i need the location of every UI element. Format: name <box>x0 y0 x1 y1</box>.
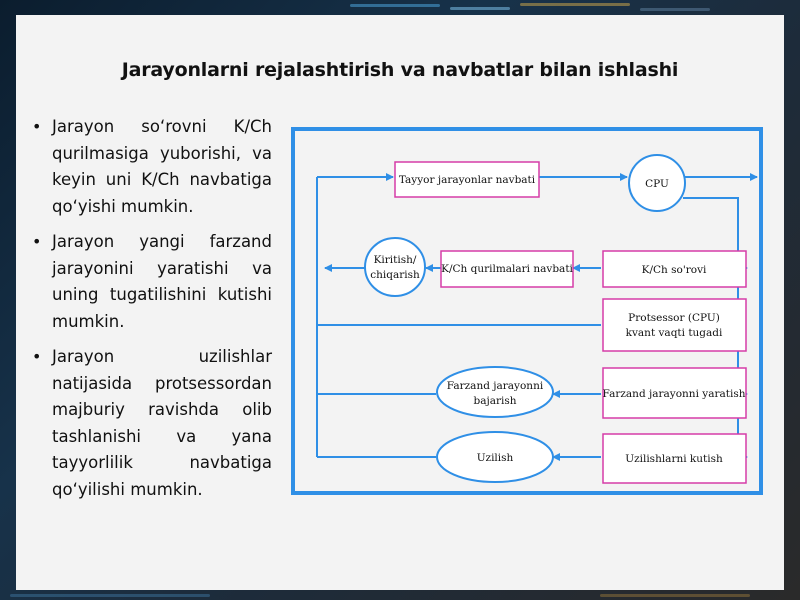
slide-title: Jarayonlarni rejalashtirish va navbatlar bilan ishlashi <box>121 59 679 81</box>
bullet-dot: • <box>32 232 42 251</box>
io-ellipse <box>365 238 425 296</box>
child-exec-label-line1: Farzand jarayonni <box>446 380 544 392</box>
io-label-line1: Kiritish/ <box>373 254 417 266</box>
process-queue-diagram <box>291 127 765 498</box>
bullet-text: Jarayon yangi farzand jarayonini yaratishi va uning tugatilishini kutishi mumkin. <box>52 232 272 331</box>
quantum-label-line2: kvant vaqti tugadi <box>625 327 723 339</box>
quantum-label-line1: Protsessor (CPU) <box>628 312 720 324</box>
bullet-list <box>30 114 272 512</box>
child-exec-label-line2: bajarish <box>473 395 517 407</box>
background-streak <box>640 8 710 11</box>
io-label-line2: chiqarish <box>370 269 420 281</box>
bullet-text: Jarayon uzilishlar natijasida protsessordan majburiy ravishda olib tashlanishi va yana tayyorlilik navbatiga qo‘yilishi mumkin. <box>52 347 272 499</box>
bullet-dot: • <box>32 117 42 136</box>
bullet-item <box>30 229 272 335</box>
background-streak <box>450 7 510 10</box>
background-streak <box>350 4 440 7</box>
io-request-label: K/Ch so'rovi <box>641 264 707 276</box>
wait-interrupt-label: Uzilishlarni kutish <box>625 453 723 465</box>
io-queue-label: K/Ch qurilmalari navbati <box>441 263 573 275</box>
quantum-expired-box <box>603 299 746 351</box>
ready-queue-label: Tayyor jarayonlar navbati <box>398 174 536 186</box>
slide <box>16 15 784 590</box>
background-streak <box>520 3 630 6</box>
child-exec-ellipse <box>437 367 553 417</box>
bullet-item <box>30 344 272 503</box>
fork-child-label: Farzand jarayonni yaratish <box>602 388 746 400</box>
bullet-dot: • <box>32 347 42 366</box>
background-streak <box>10 594 210 597</box>
interrupt-label: Uzilish <box>476 452 514 464</box>
bullet-item <box>30 114 272 220</box>
background-streak <box>600 594 750 597</box>
bullet-text: Jarayon so‘rovni K/Ch qurilmasiga yuborishi, va keyin uni K/Ch navbatiga qo‘yishi mumkin. <box>52 117 272 216</box>
cpu-label: CPU <box>645 178 669 190</box>
